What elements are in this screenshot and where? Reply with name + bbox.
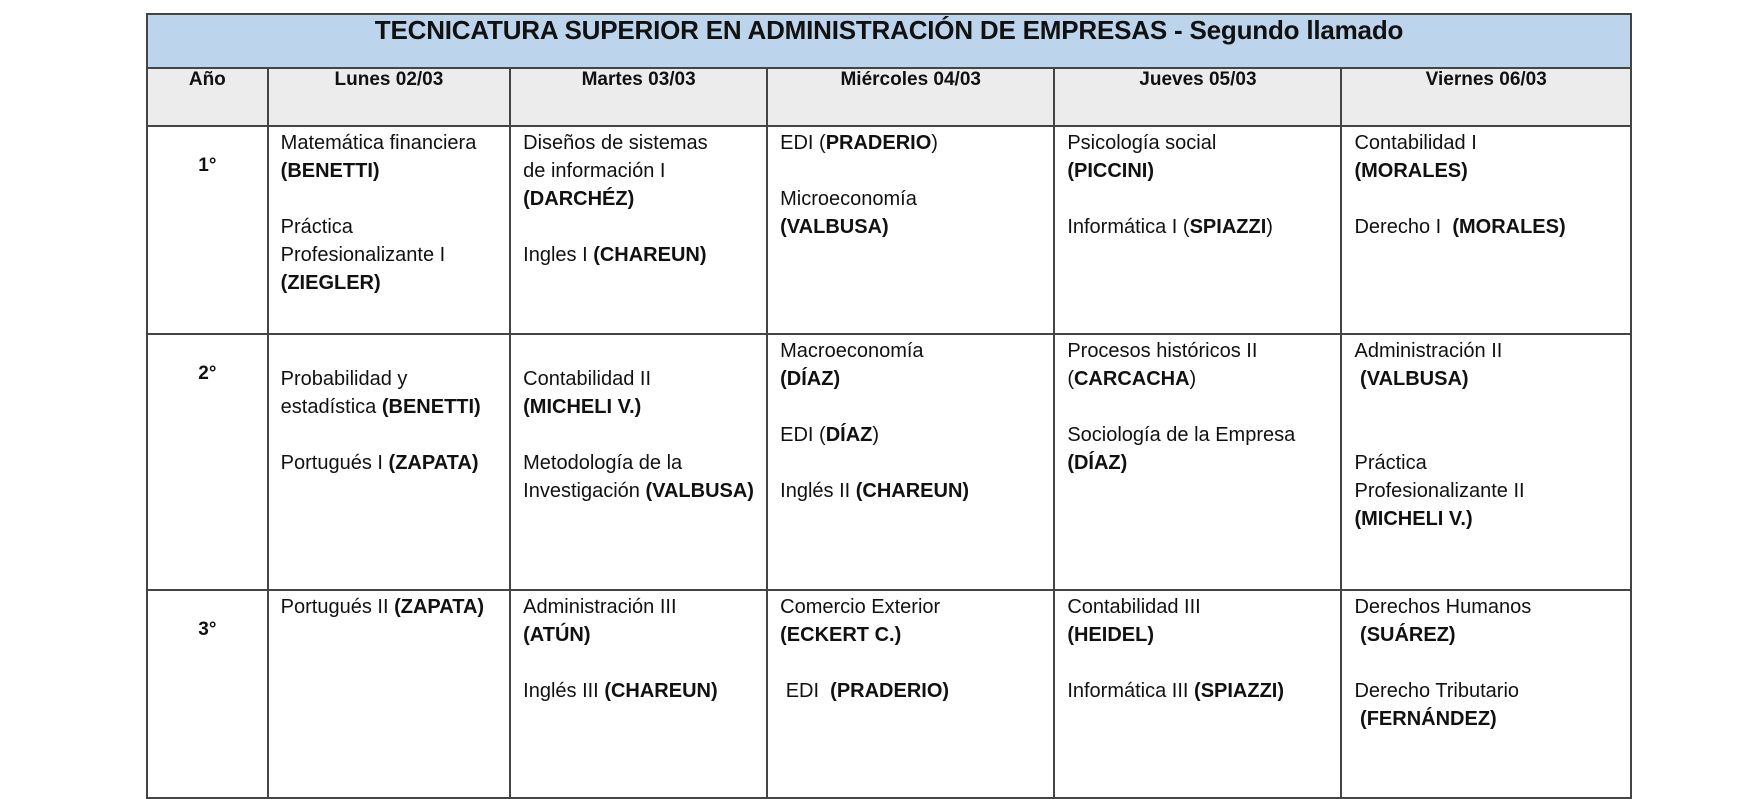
exam-entry: Práctica Profesionalizante I (ZIEGLER) — [280, 216, 446, 294]
exam-entry: Inglés III (CHAREUN) — [523, 680, 718, 702]
exam-entry: Metodología de la Investigación (VALBUSA) — [523, 452, 754, 502]
table-row — [147, 334, 1631, 590]
schedule-cell — [1341, 590, 1631, 798]
exam-entry: Contabilidad III (HEIDEL) — [1067, 596, 1201, 646]
exam-entry: Psicología social (PICCINI) — [1067, 132, 1217, 182]
exam-entry: EDI (DÍAZ) — [780, 424, 880, 446]
schedule-cell — [1054, 126, 1341, 334]
schedule-cell — [767, 334, 1054, 590]
table-row — [147, 126, 1631, 334]
header-friday: Viernes 06/03 — [1341, 68, 1631, 126]
schedule-cell — [1341, 126, 1631, 334]
exam-entry: Informática III (SPIAZZI) — [1067, 680, 1285, 702]
schedule-cell — [510, 126, 767, 334]
exam-entry: Microeconomía (VALBUSA) — [780, 188, 917, 238]
schedule-cell — [1054, 590, 1341, 798]
exam-entry: Práctica Profesionalizante II (MICHELI V.) — [1354, 452, 1525, 530]
schedule-cell — [510, 590, 767, 798]
exam-entry: Probabilidad y estadística (BENETTI) — [280, 368, 481, 418]
schedule-cell — [767, 126, 1054, 334]
exam-entry: Diseños de sistemas de información I (DARCHÉZ) — [523, 132, 708, 210]
exam-entry: Contabilidad II (MICHELI V.) — [523, 368, 652, 418]
year-cell: 2° — [147, 334, 268, 590]
header-tuesday: Martes 03/03 — [510, 68, 767, 126]
year-cell: 3° — [147, 590, 268, 798]
header-year: Año — [147, 68, 268, 126]
year-cell: 1° — [147, 126, 268, 334]
exam-entry: Informática I (SPIAZZI) — [1067, 216, 1273, 238]
exam-entry: Portugués I (ZAPATA) — [280, 452, 479, 474]
exam-entry: Administración III (ATÚN) — [523, 596, 677, 646]
exam-entry: Sociología de la Empresa (DÍAZ) — [1067, 424, 1296, 474]
table-title: TECNICATURA SUPERIOR EN ADMINISTRACIÓN DE EMPRESAS - Segundo llamado — [147, 14, 1631, 68]
exam-entry: Procesos históricos II (CARCACHA) — [1067, 340, 1258, 390]
header-thursday: Jueves 05/03 — [1054, 68, 1341, 126]
exam-schedule-table — [146, 13, 1632, 799]
exam-entry: Administración II (VALBUSA) — [1354, 340, 1503, 390]
exam-entry: Inglés II (CHAREUN) — [780, 480, 970, 502]
header-monday: Lunes 02/03 — [268, 68, 510, 126]
exam-entry: Derecho Tributario (FERNÁNDEZ) — [1354, 680, 1520, 730]
exam-entry: Macroeconomía (DÍAZ) — [780, 340, 924, 390]
exam-entry: Derechos Humanos (SUÁREZ) — [1354, 596, 1532, 646]
exam-entry: Contabilidad I (MORALES) — [1354, 132, 1477, 182]
schedule-cell — [1054, 334, 1341, 590]
exam-entry: EDI (PRADERIO) — [785, 680, 950, 702]
header-wednesday: Miércoles 04/03 — [767, 68, 1054, 126]
exam-entry: Comercio Exterior (ECKERT C.) — [780, 596, 941, 646]
table-row — [147, 590, 1631, 798]
schedule-cell — [268, 126, 510, 334]
schedule-cell — [1341, 334, 1631, 590]
exam-entry: EDI (PRADERIO) — [780, 132, 938, 154]
exam-entry: Derecho I (MORALES) — [1354, 216, 1566, 238]
schedule-cell — [268, 590, 510, 798]
schedule-cell — [268, 334, 510, 590]
exam-entry: Matemática financiera (BENETTI) — [280, 132, 477, 182]
exam-entry: Portugués II (ZAPATA) — [280, 596, 485, 618]
schedule-cell — [510, 334, 767, 590]
schedule-cell — [767, 590, 1054, 798]
exam-entry: Ingles I (CHAREUN) — [523, 244, 707, 266]
